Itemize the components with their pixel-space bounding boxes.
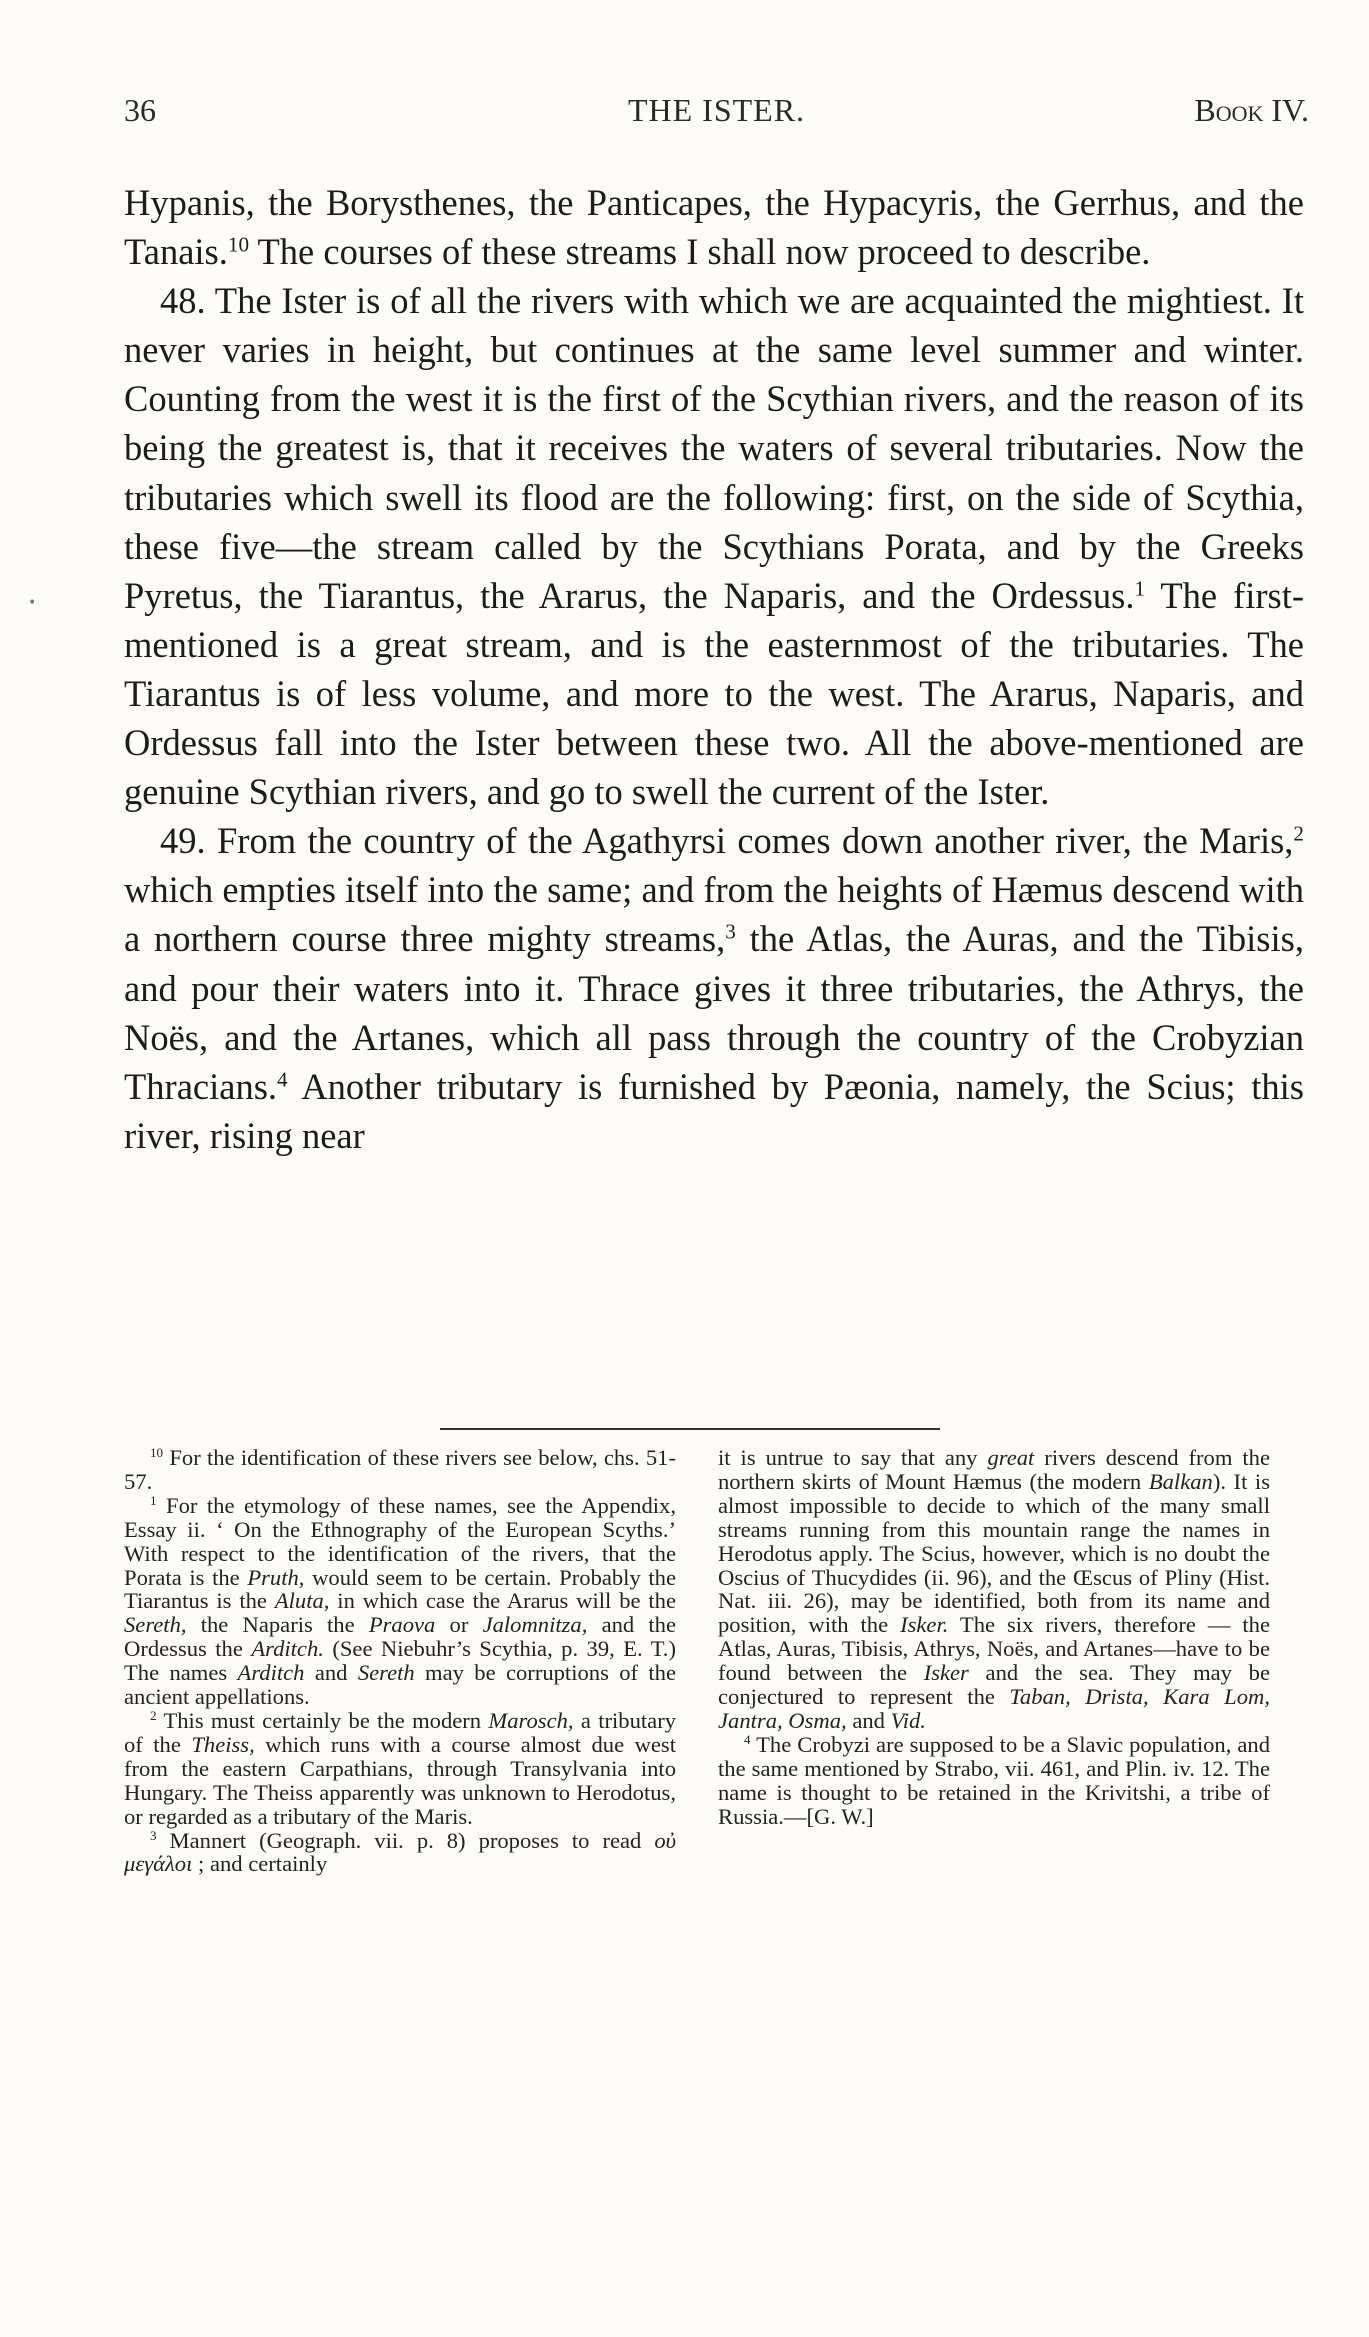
footnotes-left-column [124, 1446, 676, 1876]
footnote-2: $^2$ This must certainly be the modern Marosch, a tributary of the Theiss, which runs with a course almost due west from the eastern Carpathians, through Transylvania into Hungary. The Theiss apparently was unknown to Herodotus, or regarded as a tributary of the Maris. [124, 1707, 677, 1829]
footnote-1: $^1$ For the etymology of these names, see the Appendix, Essay ii. ‘ On the Ethnography of the European Scyths.’ With respect to the identification of the rivers, that the Porata is the Pruth, would seem to be certain. Probably the Tiarantus is the Aluta, in which case the Ararus will be the Sereth, the Naparis the Praova or Jalomnitza, and the Ordessus the Arditch. (See Niebuhr’s Scythia, p. 39, E. T.) The names Arditch and Sereth may be corruptions of the ancient appellations. [124, 1492, 677, 1710]
margin-speck: • [28, 595, 37, 611]
footnote-10: $^{10}$ For the identification of these rivers see below, chs. 51-57. [124, 1445, 676, 1494]
paragraph-49: 49. From the country of the Agathyrsi comes down another river, the Maris,$^2$ which empties itself into the same; and from the heights of Hæmus descend with a northern course three mighty streams,$^3$ the Atlas, the Auras, and the Tibisis, and pour their waters into it. Thrace gives it three tributaries, the Athrys, the Noës, and the Artanes, which all pass through the country of the Crobyzian Thracians.$^4$ Another tributary is furnished by Pæonia, namely, the Scius; this river, rising near [124, 820, 1304, 1156]
footnote-ref[interactable]: 4 [277, 1067, 288, 1091]
footnote-ref[interactable]: 2 [1293, 821, 1304, 846]
book-label: Book IV. [1194, 92, 1309, 128]
paragraph-48: 48. The Ister is of all the rivers with which we are acquainted the mightiest. It never varies in height, but continues at the same level summer and winter. Counting from the west it is the first of the Scythian rivers, and the reason of its being the greatest is, that it receives the waters of several tributaries. Now the tributaries which swell its flood are the following: first, on the side of Scythia, these five—the stream called by the Scythians Porata, and by the Greeks Pyretus, the Tiarantus, the Ararus, the Naparis, and the Ordessus.$^1$ The first-mentioned is a great stream, and is the easternmost of the tributaries. The Tiarantus is of less volume, and more to the west. The Ararus, Naparis, and Ordessus fall into the Ister between these two. All the above-mentioned are genuine Scythian rivers, and go to swell the current of the Ister. [124, 280, 1305, 813]
footnote-ref[interactable]: 10 [227, 232, 250, 257]
paragraph-continued: Hypanis, the Borysthenes, the Panticapes, the Hypacyris, the Gerrhus, and the Tanais.$^{10}$ The courses of these streams I shall now proceed to describe. [124, 182, 1304, 273]
page-header [124, 92, 1309, 142]
footnote-3-continued: it is untrue to say that any great rivers descend from the northern skirts of Mount Hæmus (the modern Balkan). It is almost impossible to decide to which of the many small streams running from this mountain range the names in Herodotus apply. The Scius, however, which is no doubt the Oscius of Thucydides (ii. 96), and the Œscus of Pliny (Hist. Nat. iii. 26), may be identified, both from its name and position, with the Isker. The six rivers, therefore — the Atlas, Auras, Tibisis, Athrys, Noës, and Artanes—have to be found between the Isker and the sea. They may be conjectured to represent the Taban, Drista, Kara Lom, Jantra, Osma, and Vid. [718, 1445, 1271, 1733]
running-title: THE ISTER. [627, 92, 806, 128]
footnote-ref[interactable]: 3 [725, 919, 736, 944]
footnote-ref[interactable]: 1 [1134, 576, 1146, 601]
footnote-3: $^3$ Mannert (Geograph. vii. p. 8) proposes to read οὐ μεγάλοι ; and certainly [124, 1827, 676, 1877]
footnote-divider [440, 1428, 940, 1430]
main-text [124, 178, 1304, 1160]
page-number: 36 [124, 92, 156, 128]
footnote-4: $^4$ The Crobyzi are supposed to be a Slavic population, and the same mentioned by Strabo, vii. 461, and Plin. iv. 12. The name is thought to be retained in the Krivitshi, a tribe of Russia.—[G. W.] [718, 1731, 1270, 1829]
footnotes-right-column [718, 1446, 1270, 1829]
